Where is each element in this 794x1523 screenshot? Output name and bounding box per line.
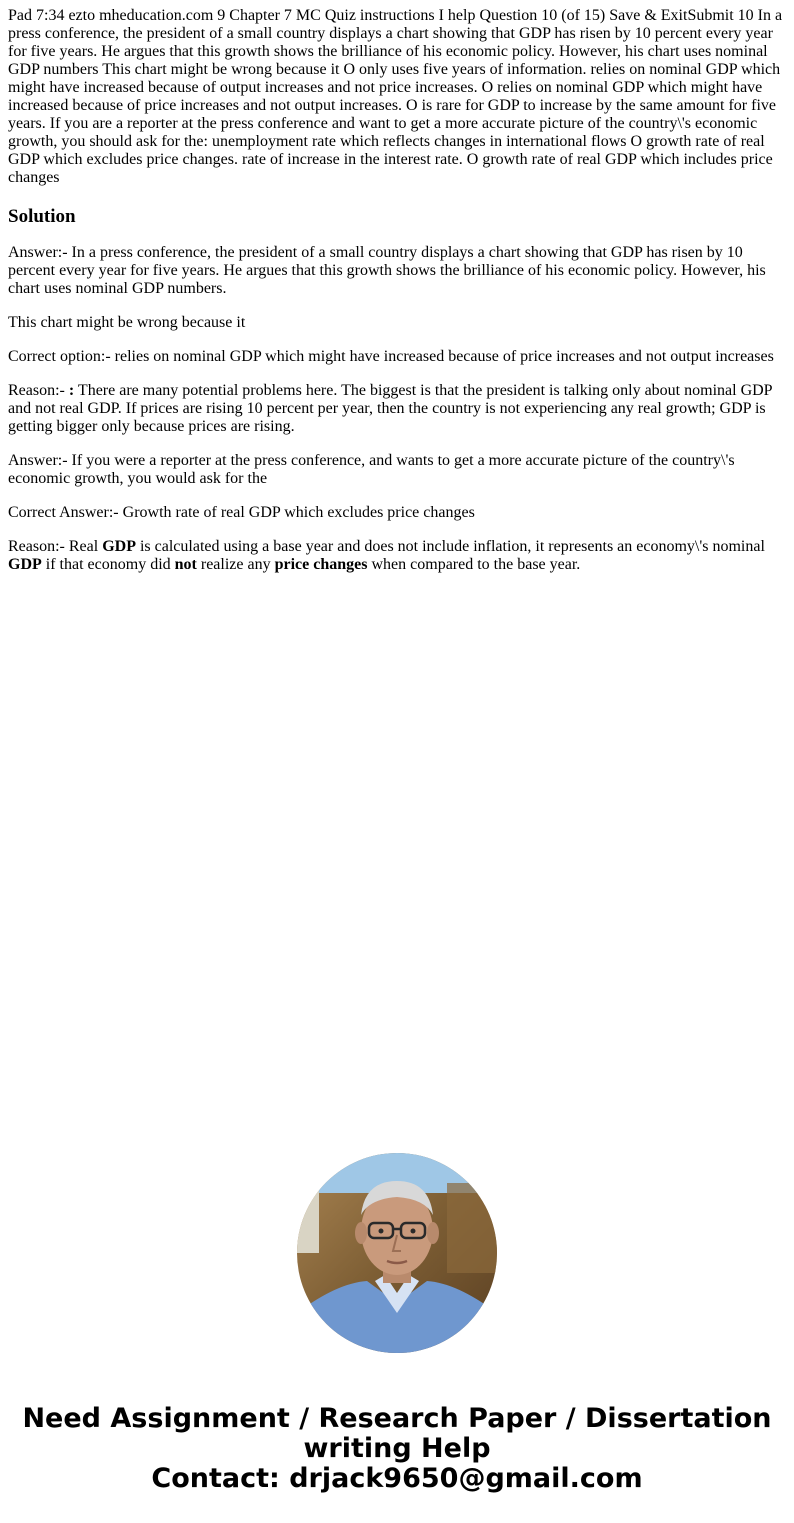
avatar-portrait-icon [297,1153,497,1353]
solution-answer-1: Answer:- In a press conference, the president of a small country displays a chart showing that GDP has risen by 10 percent every year for five years. He argues that this growth shows the brilliance of his economic policy. However, his chart uses nominal GDP numbers. [8,244,766,297]
solution-reason-1 [8,382,786,436]
reason-part: when compared to the base year. [367,556,581,573]
reason-part: realize any [196,556,275,573]
reason-bold: price changes [274,556,368,573]
page-content [8,7,786,590]
solution-reason-2 [8,538,786,574]
solution-question-stem: This chart might be wrong because it [8,314,246,331]
reason-colon: : [68,382,75,399]
promo-banner [0,1404,794,1494]
question-text: Pad 7:34 ezto mheducation.com 9 Chapter 7 MC Quiz instructions I help Question 10 (of 15) Save & ExitSubmit 10 In a press conference, the president of a small country displays a chart showing that GDP has risen by 10 percent every year for five years. He argues that this growth shows the brilliance of his economic policy. However, his chart uses nominal GDP numbers This chart might be wrong because it O only uses five years of information. relies on nominal GDP which might have increased because of output increases and not price increases. O relies on nominal GDP which might have increased because of price increases and not output increases. O is rare for GDP to increase by the same amount for five years. If you are a reporter at the press conference and want to get a more accurate picture of the country\'s economic growth, you should ask for the: unemployment rate which reflects changes in international flows O growth rate of real GDP which excludes price changes. rate of increase in the interest rate. O growth rate of real GDP which includes price changes [8,7,783,186]
solution-answer-2: Answer:- If you were a reporter at the press conference, and wants to get a more accurate picture of the country\'s economic growth, you would ask for the [8,452,735,487]
reason-bold: GDP [8,556,42,573]
reason-part: if that economy did [41,556,175,573]
solution-heading: Solution [8,206,76,227]
reason-part: Reason:- Real [8,538,103,555]
solution-correct-option: Correct option:- relies on nominal GDP which might have increased because of price increases and not output increases [8,348,774,365]
promo-line-2: writing Help [303,1433,491,1464]
reason-part: is calculated using a base year and does not include inflation, it represents an economy\'s nominal [135,538,765,555]
reason-label: Reason:- [8,382,69,399]
reason-text: There are many potential problems here. The biggest is that the president is talking only about nominal GDP and not real GDP. If prices are rising 10 percent per year, then the country is not experiencing any real growth; GDP is getting bigger only because prices are rising. [8,382,772,435]
promo-line-1: Need Assignment / Research Paper / Dissertation [22,1403,772,1434]
promo-contact: Contact: drjack9650@gmail.com [151,1463,643,1494]
avatar [297,1153,497,1353]
reason-bold: not [174,556,197,573]
solution-correct-answer: Correct Answer:- Growth rate of real GDP which excludes price changes [8,504,475,521]
reason-bold: GDP [102,538,136,555]
